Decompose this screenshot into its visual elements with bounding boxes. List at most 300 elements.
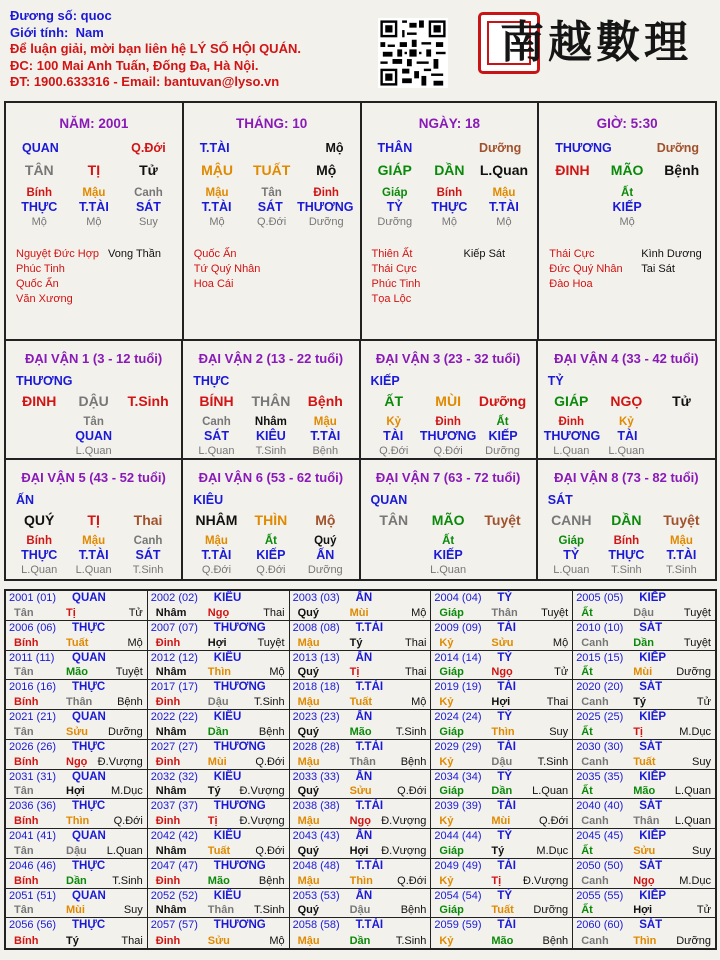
year-label: 2056 (56)	[9, 919, 57, 932]
year-branch: Hợi	[66, 785, 85, 798]
year-star: THỰC	[72, 681, 106, 694]
decade-life-stage-0: L.Quan	[198, 445, 235, 457]
year-life-stage: T.Sinh	[395, 725, 427, 738]
year-cell	[573, 799, 715, 829]
year-stem: Bính	[14, 636, 39, 649]
year-stem: Nhâm	[155, 785, 187, 798]
pillar-life-stage-2: Mộ	[496, 216, 512, 228]
pillar-star-1	[248, 138, 296, 158]
year-stem: Nhâm	[155, 844, 187, 857]
year-label: 2030 (30)	[576, 740, 624, 753]
pillar-hidden-stems-0: Giáp	[382, 187, 408, 199]
year-label: 2037 (37)	[150, 800, 198, 813]
pillar-life-stage-1: Mộ	[441, 216, 457, 228]
logo-title: 南越數理	[500, 17, 692, 68]
year-branch: Tý	[491, 844, 505, 857]
year-cell	[431, 740, 573, 770]
year-stem: Ất	[581, 606, 593, 619]
decade-can-chi	[361, 510, 536, 530]
year-star: TỶ	[497, 651, 513, 664]
year-cell	[6, 710, 148, 740]
year-star: KIÊU	[213, 889, 242, 902]
decade-hidden-stems-0	[367, 534, 421, 548]
year-branch: Dần	[207, 725, 229, 738]
year-label: 2021 (21)	[9, 711, 57, 723]
pillar-hidden-stems	[539, 186, 715, 200]
decade-life-stage-1: Q.Đới	[256, 564, 286, 576]
year-star: ẤN	[355, 651, 373, 664]
year-label: 2035 (35)	[576, 770, 624, 783]
year-life-stage: Bệnh	[542, 935, 569, 947]
year-cell	[431, 651, 573, 681]
year-stem: Kỷ	[439, 636, 454, 649]
year-branch: Dần	[633, 636, 654, 649]
year-branch: Tuất	[66, 636, 89, 649]
year-star: SÁT	[639, 621, 663, 634]
year-branch: Ngọ	[66, 755, 88, 768]
year-life-stage: Mộ	[411, 696, 427, 708]
year-cell	[6, 651, 148, 681]
year-stem: Mậu	[297, 755, 320, 768]
year-branch: Tuất	[633, 755, 656, 768]
year-stem: Quý	[297, 606, 319, 619]
pillar-1	[184, 103, 362, 339]
year-star: TÀI	[497, 681, 516, 694]
year-branch: Tị	[491, 874, 502, 887]
decade-life-stage-1: L.Quan	[75, 564, 112, 576]
pillar-star-1	[70, 138, 118, 158]
year-label: 2004 (04)	[434, 592, 482, 604]
year-life-stage: Bệnh	[117, 696, 143, 708]
bad-stars	[641, 247, 715, 292]
decade-life-stage	[538, 444, 715, 458]
year-star: KIẾP	[639, 830, 667, 842]
pillar-can-chi-2: Bệnh	[664, 162, 700, 178]
year-cell	[148, 799, 290, 829]
decade-hidden-stems-2	[475, 534, 529, 548]
year-star: THƯƠNG	[213, 859, 266, 872]
pillar-life-stage-1: Mộ	[86, 216, 102, 228]
year-star: QUAN	[72, 711, 106, 723]
decade-life-stage-2	[475, 563, 529, 577]
pillar-can-chi-2: L.Quan	[479, 162, 529, 178]
year-branch: Hợi	[349, 844, 369, 857]
decade-life-stage	[183, 563, 358, 577]
year-life-stage: Dưỡng	[533, 904, 569, 917]
year-cell	[148, 710, 290, 740]
decade-luck-table	[4, 341, 717, 581]
year-label: 2024 (24)	[434, 711, 482, 723]
pillar-hidden-stems-2: Đinh	[313, 187, 339, 199]
year-stem: Quý	[297, 725, 319, 738]
year-label: 2014 (14)	[434, 651, 482, 664]
decade-hidden-stems	[538, 415, 715, 429]
year-label: 2026 (26)	[9, 740, 57, 753]
year-star: QUAN	[72, 592, 106, 604]
good-star-1: Đức Quý Nhân	[549, 263, 623, 275]
decade-hidden-stems-0: Kỷ	[386, 416, 402, 428]
year-star: TỶ	[497, 592, 513, 604]
year-cell	[431, 889, 573, 919]
year-label: 2038 (38)	[292, 800, 340, 813]
year-cell	[573, 740, 715, 770]
year-star: THỰC	[72, 919, 106, 932]
year-star: TÀI	[497, 919, 516, 932]
year-cell	[431, 710, 573, 740]
pillar-hidden-stems-2: Canh	[134, 187, 163, 199]
decade-hidden-stems-0: Canh	[202, 416, 231, 428]
qr-code-icon	[378, 18, 448, 88]
year-branch: Hợi	[491, 696, 511, 708]
year-cell	[6, 889, 148, 919]
decade-can-chi-1: DẦN	[611, 512, 642, 528]
year-label: 2029 (29)	[434, 740, 482, 753]
year-branch: Tuất	[207, 844, 231, 857]
decade-hidden-stems	[183, 415, 358, 429]
year-label: 2042 (42)	[150, 830, 198, 842]
pillar-can-chi-0: MẬU	[201, 162, 233, 178]
decade-star: ẤN	[16, 493, 35, 507]
bad-stars	[286, 247, 360, 292]
year-life-stage: Tuyệt	[257, 636, 285, 649]
year-label: 2043 (43)	[292, 830, 340, 842]
pillar-hidden-stems-1: Ất	[621, 187, 634, 199]
four-pillars-table	[4, 101, 717, 341]
pillar-hidden-stems	[362, 186, 538, 200]
year-label: 2009 (09)	[434, 621, 482, 634]
year-star: TỶ	[497, 711, 513, 723]
good-star-0: Thiên Ất	[371, 248, 413, 260]
year-stem: Quý	[297, 844, 319, 857]
good-star-3: Tọa Lộc	[371, 293, 412, 305]
year-stem: Kỷ	[439, 874, 454, 887]
address-line: ĐC: 100 Mai Anh Tuấn, Đống Đa, Hà Nội.	[10, 57, 259, 73]
year-life-stage: Đ.Vượng	[381, 844, 427, 857]
year-branch: Mão	[633, 785, 656, 798]
year-branch: Tị	[207, 815, 218, 827]
year-label: 2053 (53)	[292, 889, 340, 902]
decade-can-chi-0: NHÂM	[195, 512, 238, 528]
year-star: THƯƠNG	[213, 919, 266, 932]
year-stem: Mậu	[297, 696, 320, 708]
pillar-ten-gods	[184, 200, 360, 215]
year-label: 2055 (55)	[576, 889, 624, 902]
year-stem: Canh	[581, 636, 609, 649]
decade-star: THỰC	[193, 374, 230, 388]
year-star: KIÊU	[213, 830, 242, 842]
year-stem: Ất	[581, 666, 593, 679]
pillar-hidden-stems-0: Bính	[26, 187, 53, 199]
pillar-star-row	[539, 138, 715, 158]
year-stem: Mậu	[297, 935, 320, 947]
pillar-life-stage-2	[654, 215, 709, 229]
year-star: THỰC	[72, 800, 106, 813]
year-cell	[573, 710, 715, 740]
year-star: THỰC	[72, 621, 106, 634]
pillar-3	[539, 103, 715, 339]
year-star: KIẾP	[639, 711, 667, 723]
pillar-life-stage	[6, 215, 182, 229]
year-branch: Mão	[349, 725, 372, 738]
year-cell	[148, 651, 290, 681]
year-cell	[573, 621, 715, 651]
year-cell	[6, 918, 148, 948]
pillar-can-chi-1: TUẤT	[252, 162, 291, 178]
year-label: 2051 (51)	[9, 889, 57, 902]
decade-can-chi	[361, 391, 536, 411]
decade-hidden-stems-0	[12, 415, 66, 429]
pillar-hidden-stems	[6, 186, 182, 200]
decade-hidden-stems	[361, 534, 536, 548]
year-stem: Đinh	[155, 874, 181, 887]
decade-hidden-stems-1: Ất	[264, 535, 277, 547]
year-stem: Đinh	[155, 815, 181, 827]
year-branch: Tý	[349, 636, 363, 649]
decade-hidden-stems-1: Kỷ	[619, 416, 634, 428]
year-branch: Thìn	[633, 935, 657, 947]
decade-star: KIẾP	[370, 374, 400, 388]
decade-hidden-stems	[361, 415, 536, 429]
year-star: T.TÀI	[355, 681, 384, 694]
pillar-hidden-stems-2	[654, 186, 709, 200]
pillar-life-stage-0: Mộ	[209, 216, 225, 228]
year-branch: Ngọ	[349, 815, 371, 827]
year-cell	[290, 591, 432, 621]
pillar-star-1	[425, 138, 473, 158]
decade-ten-gods-0: SÁT	[203, 429, 229, 443]
year-branch: Ngọ	[207, 606, 230, 619]
year-cell	[148, 621, 290, 651]
year-branch: Thìn	[66, 815, 90, 827]
decade-hidden-stems	[6, 534, 181, 548]
year-cell	[431, 918, 573, 948]
pillar-star-0: THƯƠNG	[555, 141, 612, 155]
good-stars	[194, 247, 286, 292]
year-cell	[573, 680, 715, 710]
year-star: T.TÀI	[355, 919, 384, 932]
pillar-ten-gods-2	[654, 200, 709, 215]
decade-ten-gods-1: T.TÀI	[78, 548, 109, 562]
decade-life-stage	[361, 563, 536, 577]
year-life-stage: Suy	[549, 725, 569, 738]
pillar-hidden-stems	[184, 186, 360, 200]
year-label: 2050 (50)	[576, 859, 624, 872]
year-label: 2047 (47)	[150, 859, 198, 872]
year-stem: Đinh	[155, 935, 181, 947]
year-stem: Kỷ	[439, 935, 454, 947]
decade-2	[183, 341, 360, 460]
year-cell	[431, 680, 573, 710]
year-cell	[6, 591, 148, 621]
decade-ten-gods	[183, 429, 358, 444]
pillar-ten-gods-0: THỰC	[21, 200, 58, 214]
year-stem: Nhâm	[155, 606, 187, 619]
year-label: 2031 (31)	[9, 770, 57, 783]
year-stem: Giáp	[439, 725, 464, 738]
year-branch: Mão	[66, 666, 88, 679]
decade-ten-gods-1: TÀI	[617, 429, 638, 443]
year-life-stage: Tuyệt	[541, 606, 569, 619]
pillar-star-2: Mộ	[325, 141, 344, 155]
year-star: TÀI	[497, 740, 516, 753]
year-label: 2027 (27)	[150, 740, 198, 753]
pillar-hidden-stems-1: Tân	[261, 187, 282, 199]
year-cell	[573, 770, 715, 800]
decade-hidden-stems-1: Đinh	[435, 416, 461, 428]
decade-title: ĐẠI VẬN 3 (23 - 32 tuổi)	[375, 351, 521, 366]
decade-life-stage-1: L.Quan	[608, 445, 645, 457]
decade-hidden-stems-0: Bính	[26, 535, 52, 547]
year-life-stage: Đ.Vượng	[239, 785, 285, 798]
decade-life-stage-0	[12, 444, 66, 458]
decade-can-chi	[6, 391, 181, 411]
year-stem: Mậu	[297, 874, 320, 887]
year-branch: Mão	[491, 935, 514, 947]
year-life-stage: Suy	[123, 904, 143, 917]
pillar-title: THÁNG: 10	[235, 116, 308, 131]
year-stem: Tân	[14, 844, 34, 857]
year-label: 2036 (36)	[9, 800, 57, 813]
year-label: 2013 (13)	[292, 651, 340, 664]
decade-can-chi-0: BÍNH	[199, 393, 234, 409]
year-stem: Bính	[14, 696, 39, 708]
year-cell	[148, 770, 290, 800]
year-stem: Mậu	[297, 636, 320, 649]
good-star-2: Hoa Cái	[193, 278, 234, 290]
year-cell	[290, 770, 432, 800]
year-life-stage: Q.Đới	[255, 844, 285, 857]
decade-hidden-stems-2	[654, 415, 709, 429]
decade-hidden-stems-2: Canh	[133, 535, 163, 547]
year-life-stage: Đ.Vượng	[239, 815, 285, 827]
year-cell	[290, 710, 432, 740]
year-stem: Ất	[581, 785, 593, 798]
pillar-life-stage	[184, 215, 360, 229]
year-label: 2010 (10)	[576, 621, 624, 634]
year-branch: Sửu	[633, 844, 656, 857]
year-label: 2059 (59)	[434, 919, 482, 932]
year-label: 2046 (46)	[9, 859, 57, 872]
year-stem: Bính	[14, 815, 39, 827]
decade-hidden-stems-0: Đinh	[558, 416, 585, 428]
year-branch: Tý	[66, 935, 79, 947]
year-life-stage: L.Quan	[106, 844, 143, 857]
good-star-2: Đào Hoa	[549, 278, 593, 290]
year-label: 2057 (57)	[150, 919, 198, 932]
year-star: ẤN	[355, 770, 373, 783]
year-branch: Thân	[633, 815, 660, 827]
year-branch: Thìn	[207, 666, 232, 679]
decade-ten-gods-2: T.TÀI	[310, 429, 341, 443]
year-branch: Tị	[66, 606, 76, 619]
year-life-stage: Mộ	[411, 606, 427, 619]
decade-ten-gods-1: KIÊU	[255, 429, 286, 443]
year-cell	[290, 918, 432, 948]
year-life-stage: Dưỡng	[108, 725, 143, 738]
decade-can-chi-2: Bệnh	[307, 393, 343, 409]
year-star: T.TÀI	[355, 740, 384, 753]
year-label: 2019 (19)	[434, 681, 482, 694]
year-branch: Ngọ	[633, 874, 655, 887]
year-cell	[290, 621, 432, 651]
year-life-stage: T.Sinh	[254, 904, 285, 917]
year-label: 2040 (40)	[576, 800, 624, 813]
decade-can-chi-2: Tử	[672, 393, 691, 409]
decade-6	[183, 460, 360, 579]
decade-life-stage-2: Dưỡng	[307, 564, 343, 576]
year-stem: Nhâm	[155, 725, 187, 738]
pillar-can-chi-1: MÃO	[610, 162, 644, 178]
year-life-stage: Bệnh	[400, 755, 427, 768]
year-stem: Mậu	[297, 815, 320, 827]
good-star-2: Phúc Tinh	[371, 278, 421, 290]
decade-can-chi-0: GIÁP	[554, 393, 589, 409]
decade-ten-gods-0: TỶ	[563, 548, 580, 562]
good-star-1: Phúc Tinh	[16, 263, 65, 275]
decade-can-chi-0: ĐINH	[22, 393, 57, 409]
year-label: 2028 (28)	[292, 740, 340, 753]
good-star-3: Văn Xương	[16, 293, 73, 305]
decade-hidden-stems-1: Bính	[613, 535, 640, 547]
year-stem: Canh	[581, 815, 609, 827]
decade-star: KIÊU	[193, 493, 224, 507]
decade-ten-gods-1: KIẾP	[256, 548, 286, 562]
year-star: TÀI	[497, 859, 516, 872]
year-stem: Ất	[581, 725, 593, 738]
pillar-hidden-stems-1: Mậu	[82, 187, 106, 199]
year-cell	[6, 621, 148, 651]
pillar-life-stage-0: Dưỡng	[377, 216, 413, 228]
decade-title: ĐẠI VẬN 8 (73 - 82 tuổi)	[554, 470, 699, 485]
year-life-stage: Mộ	[269, 935, 285, 947]
decade-can-chi-2: Thai	[133, 512, 163, 528]
year-branch: Mùi	[207, 755, 227, 768]
decade-ten-gods	[538, 548, 715, 563]
pillar-special-stars	[362, 247, 538, 307]
decade-hidden-stems-2: Mậu	[669, 535, 693, 547]
year-star: QUAN	[72, 889, 106, 902]
contact-line: Để luận giải, mời bạn liên hệ LÝ SỐ HỘI QUÁN.	[10, 41, 301, 56]
year-cell	[431, 859, 573, 889]
year-life-stage: Mộ	[269, 666, 285, 679]
decade-ten-gods	[361, 429, 536, 444]
year-branch: Tuất	[349, 696, 372, 708]
year-label: 2041 (41)	[9, 830, 57, 842]
year-branch: Sửu	[66, 725, 89, 738]
year-label: 2006 (06)	[9, 621, 57, 634]
year-cell	[6, 799, 148, 829]
pillar-life-stage-1: Mộ	[619, 216, 635, 228]
year-stem: Đinh	[155, 755, 181, 768]
year-stem: Nhâm	[155, 666, 187, 679]
year-label: 2022 (22)	[150, 711, 198, 723]
pillar-ten-gods-1: THỰC	[431, 200, 468, 214]
year-label: 2032 (32)	[150, 770, 198, 783]
good-star-0: Thái Cực	[549, 248, 595, 260]
pillar-ten-gods-0: T.TÀI	[201, 200, 232, 214]
pillar-life-stage	[362, 215, 538, 229]
pillar-ten-gods-2: SÁT	[135, 200, 161, 214]
year-branch: Dần	[491, 785, 513, 798]
year-star: ẤN	[355, 830, 373, 842]
decade-hidden-stems-2: Quý	[314, 535, 337, 547]
pillar-hidden-stems-2: Mậu	[492, 187, 516, 199]
decade-star: THƯƠNG	[16, 374, 73, 388]
pillar-ten-gods	[539, 200, 715, 215]
year-life-stage: L.Quan	[674, 785, 711, 798]
year-life-stage: Mộ	[127, 636, 143, 649]
year-stem: Tân	[14, 904, 34, 917]
